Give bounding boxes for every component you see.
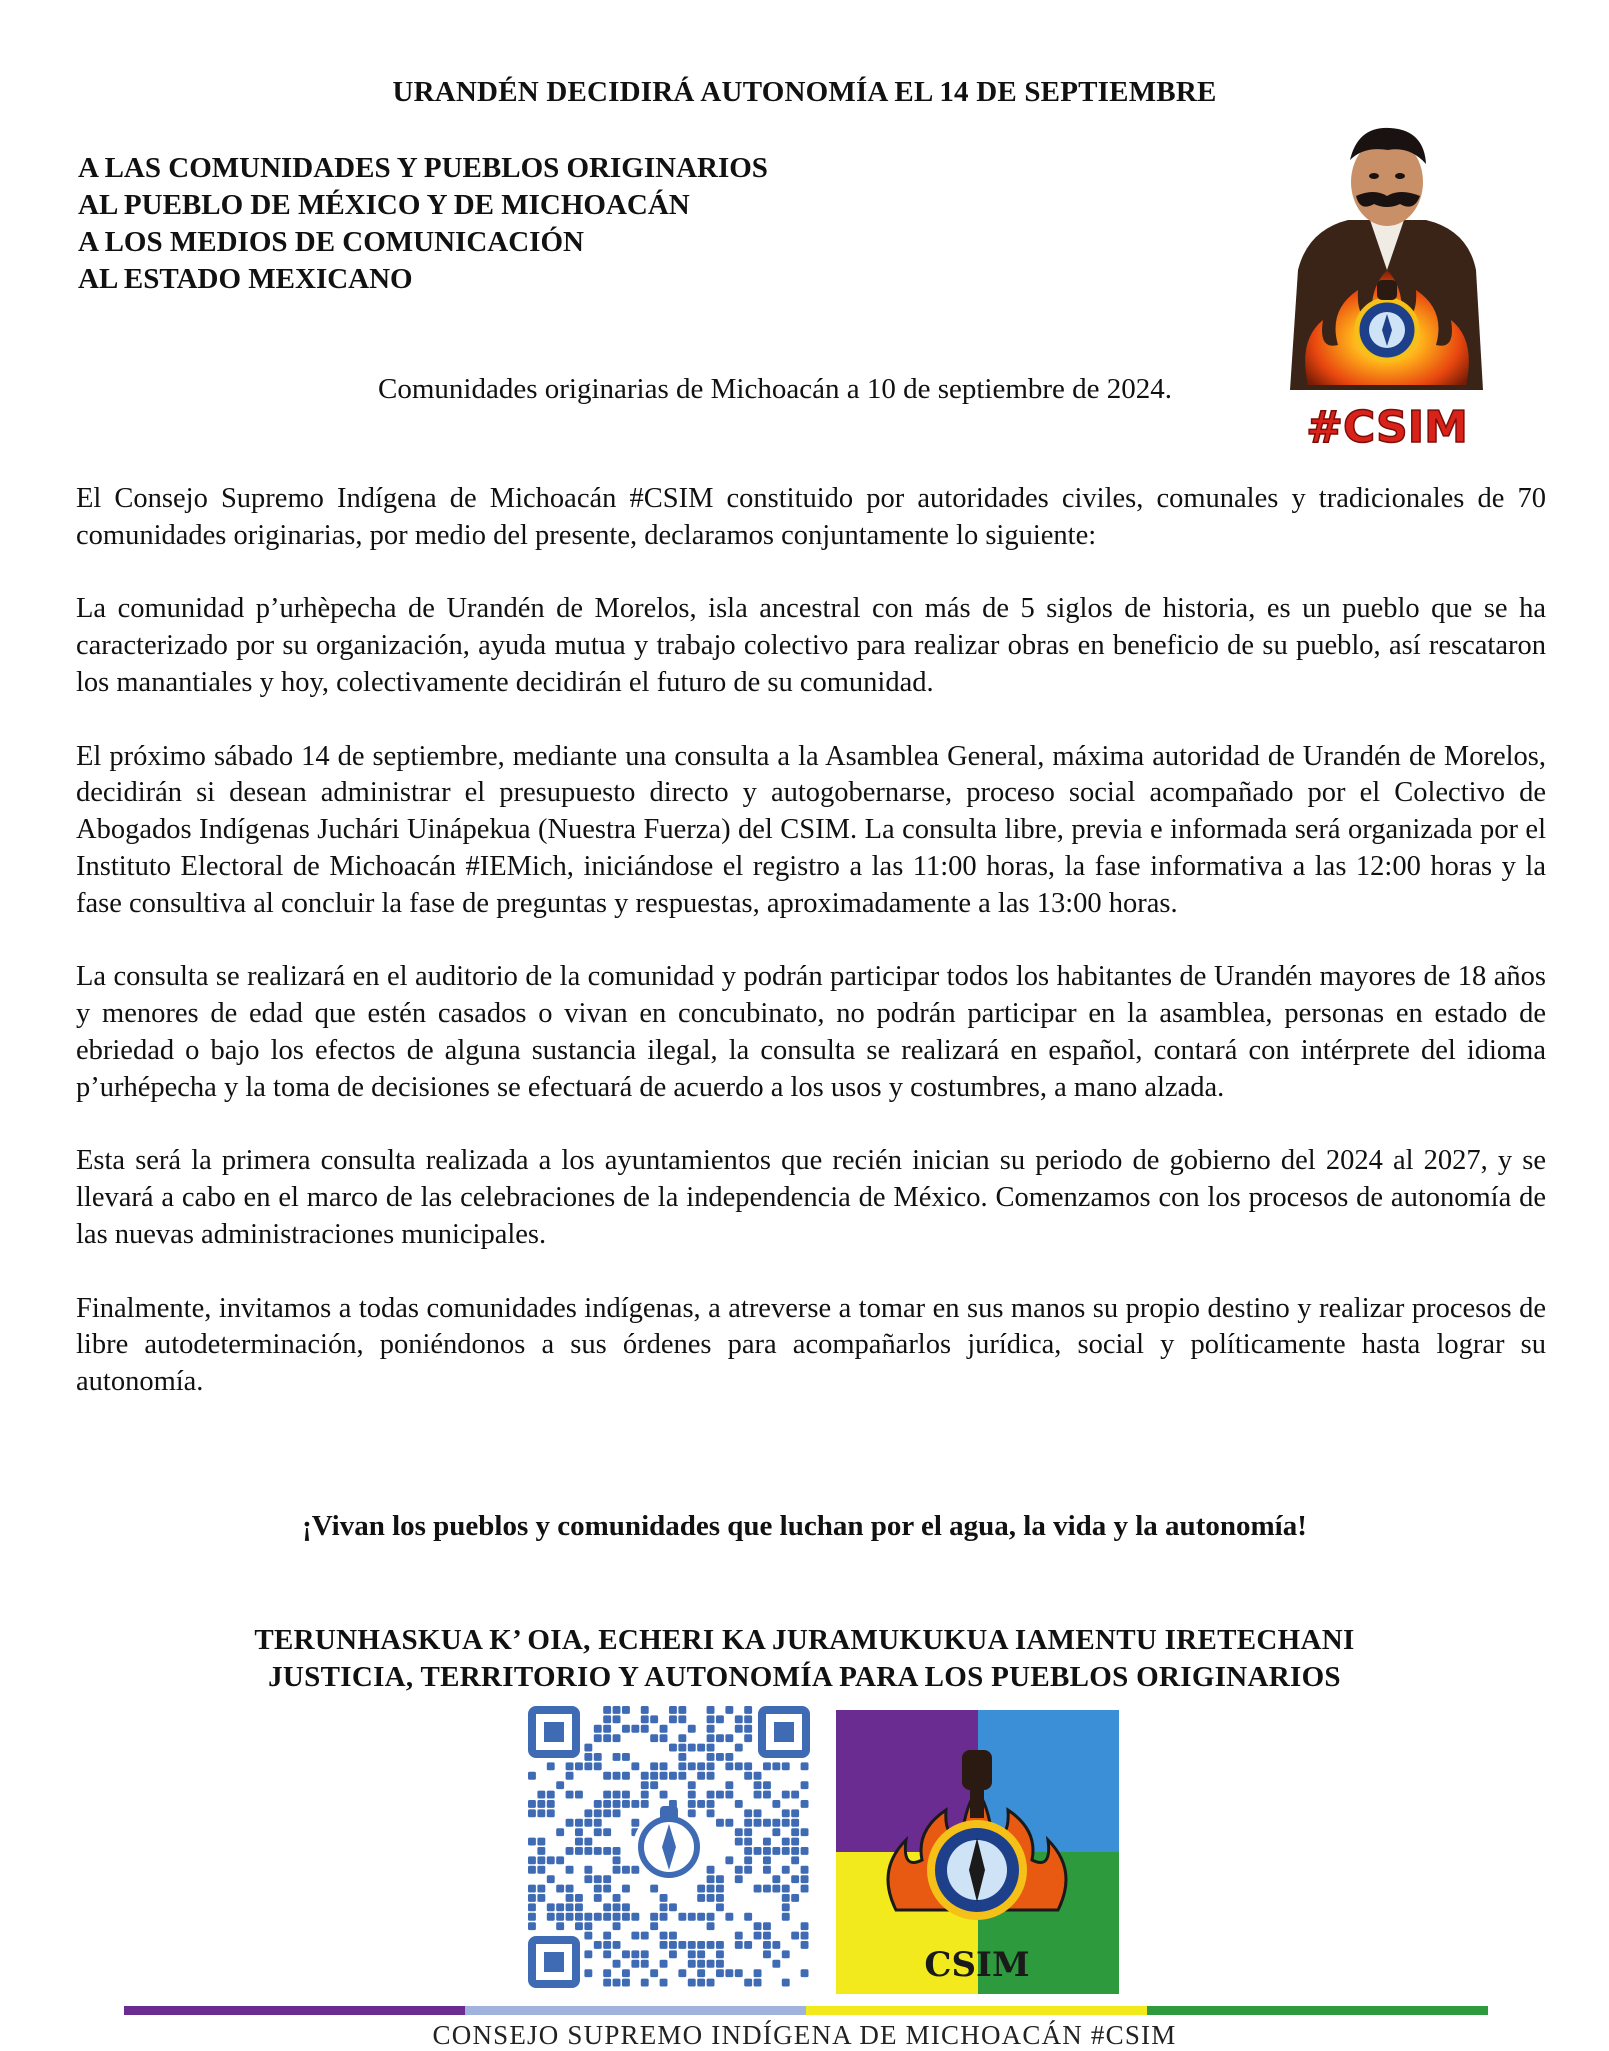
rule-segment-blue <box>465 2006 806 2015</box>
zapata-portrait-logo <box>1278 120 1496 450</box>
flag-label: CSIM <box>924 1945 1030 1985</box>
motto-line-spanish: JUSTICIA, TERRITORIO Y AUTONOMÍA PARA LOS PUEBLOS ORIGINARIOS <box>268 1661 1341 1693</box>
paragraph: El próximo sábado 14 de septiembre, mediante una consulta a la Asamblea General, máxima autoridad de Urandén de Morelos, decidirán si desean administrar el presupuesto directo y autogobernarse, proceso social acompañado por el Colectivo de Abogados Indígenas Juchári Uinápekua (Nuestra Fuerza) del CSIM. La consulta libre, previa e informada será organizada por el Instituto Electoral de Michoacán #IEMich, iniciándose el registro a las 11:00 horas, la fase informativa a las 12:00 horas y la fase consultiva al concluir la fase de preguntas y respuestas, aproximadamente a las 13:00 horas. <box>76 740 1546 919</box>
addressee-line: A LOS MEDIOS DE COMUNICACIÓN <box>78 226 584 258</box>
body-text <box>76 481 1546 1438</box>
addressee-line: AL PUEBLO DE MÉXICO Y DE MICHOACÁN <box>78 189 690 221</box>
paragraph: Esta será la primera consulta realizada a los ayuntamientos que recién inician su periodo de gobierno del 2024 al 2027, y se llevará a cabo en el marco de las celebraciones de la independencia de México. Comenzamos con los procesos de autonomía de las nuevas administraciones municipales. <box>76 1145 1546 1250</box>
rule-segment-purple <box>124 2006 465 2015</box>
motto-line-purepecha: TERUNHASKUA K’ OIA, ECHERI KA JURAMUKUKUA IAMENTU IRETECHANI <box>254 1624 1355 1656</box>
paragraph: La comunidad p’urhèpecha de Urandén de Morelos, isla ancestral con más de 5 siglos de historia, es un pueblo que se ha caracterizado por su organización, ayuda mutua y trabajo colectivo para realizar obras en beneficio de su pueblo, así rescataron los manantiales y hoy, colectivamente decidirán el futuro de su comunidad. <box>76 593 1546 698</box>
qr-code[interactable] <box>528 1706 810 1988</box>
paragraph: La consulta se realizará en el auditorio de la comunidad y podrán participar todos los habitantes de Urandén mayores de 18 años y menores de edad que estén casados o vivan en concubinato, no podrán participar en la asamblea, personas en estado de ebriedad o bajo los efectos de alguna sustancia ilegal, la consulta se realizará en español, contará con intérprete del idioma p’urhépecha y la toma de decisiones se efectuará de acuerdo a los usos y costumbres, a mano alzada. <box>76 961 1546 1103</box>
csim-flag-logo <box>836 1710 1119 1994</box>
dateline: Comunidades originarias de Michoacán a 10 de septiembre de 2024. <box>378 373 1173 405</box>
rule-segment-yellow <box>806 2006 1147 2015</box>
addressee-line: A LAS COMUNIDADES Y PUEBLOS ORIGINARIOS <box>78 152 768 184</box>
color-rule <box>124 2006 1488 2015</box>
csim-logo-text: #CSIM <box>1306 402 1468 450</box>
paragraph: Finalmente, invitamos a todas comunidades indígenas, a atreverse a tomar en sus manos su propio destino y realizar procesos de libre autodeterminación, poniéndonos a sus órdenes para acompañarlos jurídica, social y políticamente hasta lograr su autonomía. <box>76 1292 1546 1398</box>
paragraph: El Consejo Supremo Indígena de Michoacán #CSIM constituido por autoridades civiles, comunales y tradicionales de 70 comunidades originarias, por medio del presente, declaramos conjuntamente lo siguiente: <box>76 483 1546 551</box>
closing-slogan: ¡Vivan los pueblos y comunidades que luchan por el agua, la vida y la autonomía! <box>302 1510 1307 1542</box>
document-title: URANDÉN DECIDIRÁ AUTONOMÍA EL 14 DE SEPTIEMBRE <box>392 76 1217 108</box>
footer-org-name: CONSEJO SUPREMO INDÍGENA DE MICHOACÁN #CSIM <box>432 2020 1177 2050</box>
motto-block <box>0 1622 1609 1696</box>
rule-segment-green <box>1147 2006 1488 2015</box>
addressee-line: AL ESTADO MEXICANO <box>78 263 413 295</box>
addressee-block <box>78 150 768 298</box>
